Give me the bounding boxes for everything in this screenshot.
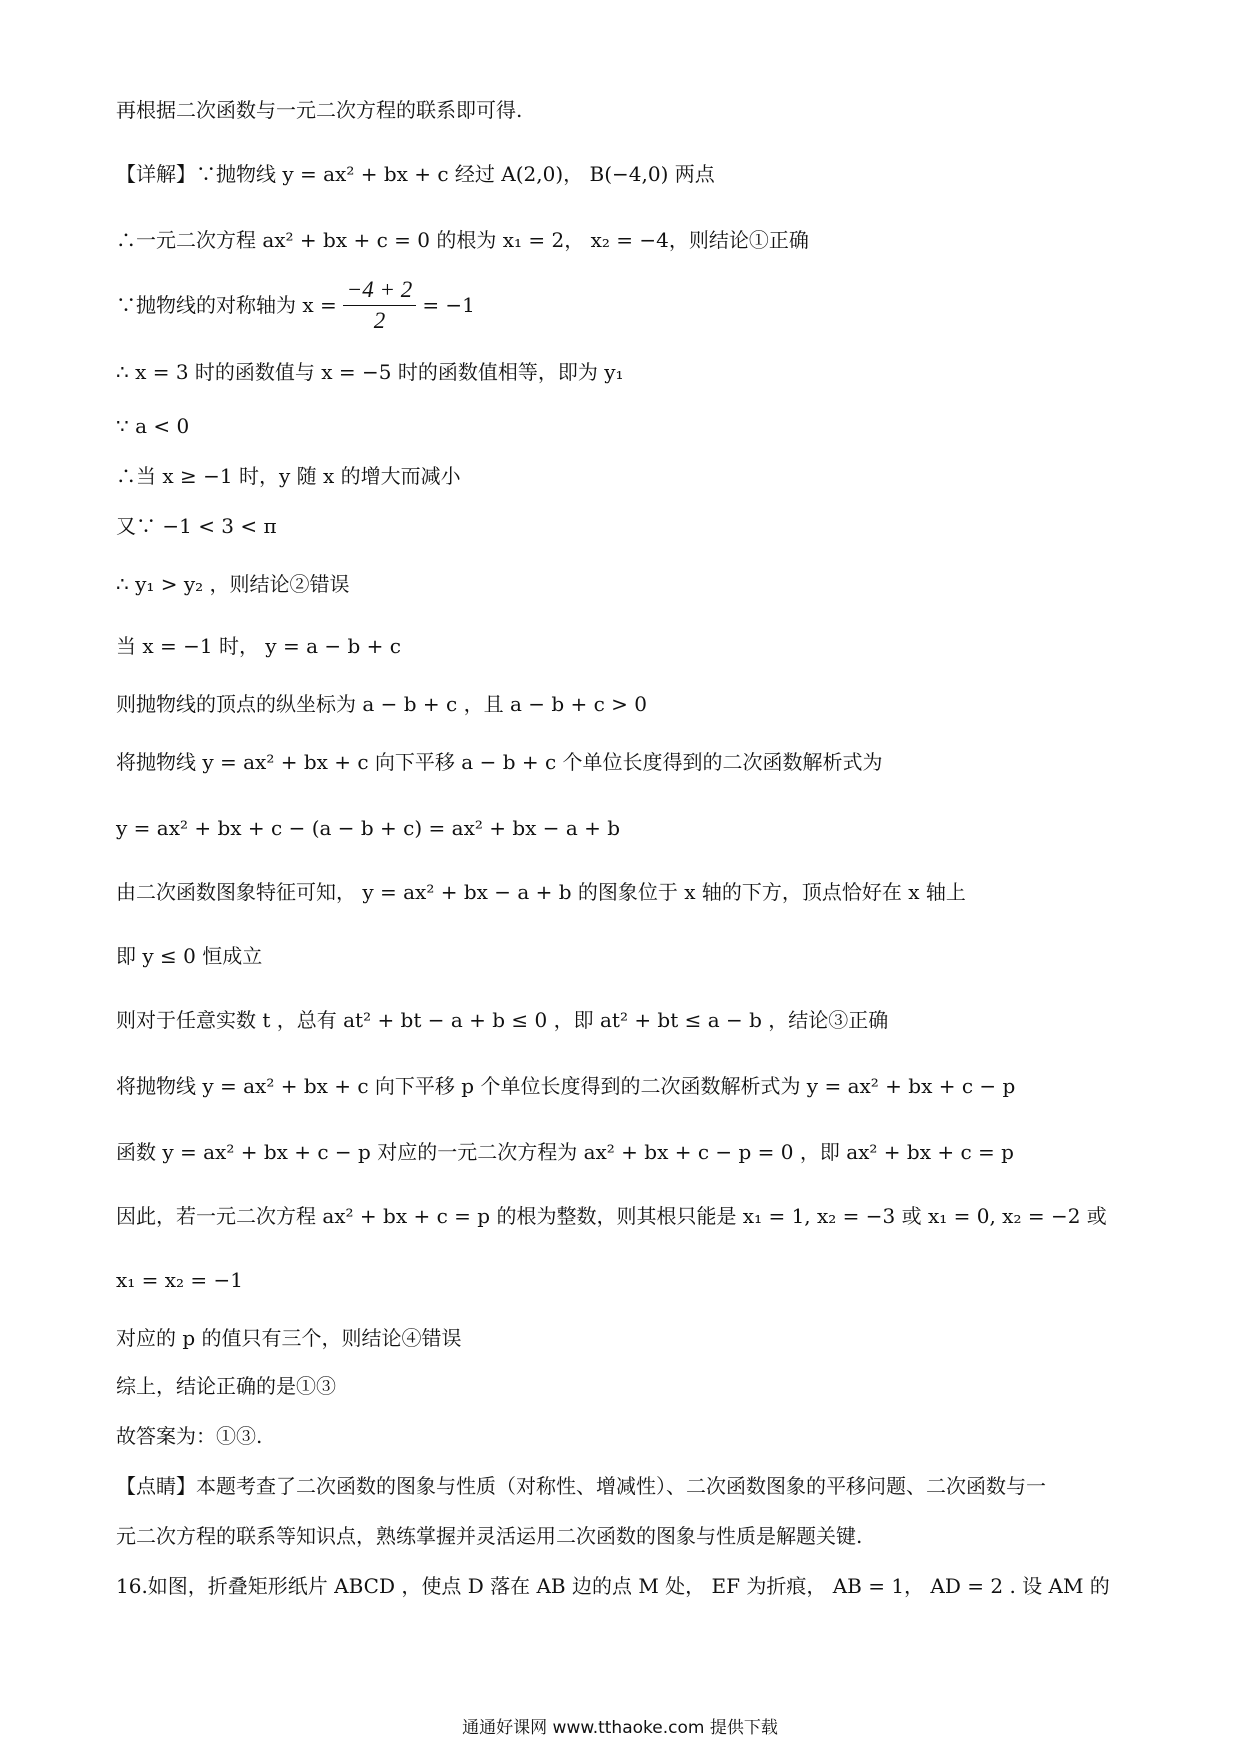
fraction-numerator: −4 + 2: [343, 277, 417, 306]
text-line-25: 16.如图，折叠矩形纸片 ABCD ，使点 D 落在 AB 边的点 M 处， EF 为折痕， AB = 1， AD = 2 . 设 AM 的: [116, 1574, 1110, 1598]
symmetry-fraction: [343, 277, 417, 334]
text-line-2: 【详解】∵抛物线 y = ax² + bx + c 经过 A(2,0)， B(−4,0) 两点: [116, 162, 715, 186]
text-line-24: 元二次方程的联系等知识点，熟练掌握并灵活运用二次函数的图象与性质是解题关键.: [116, 1524, 863, 1548]
text-line-12: y = ax² + bx + c − (a − b + c) = ax² + bx − a + b: [116, 816, 621, 840]
text-line-17: 函数 y = ax² + bx + c − p 对应的一元二次方程为 ax² + bx + c − p = 0 ，即 ax² + bx + c = p: [116, 1140, 1014, 1164]
text-line-3: ∴一元二次方程 ax² + bx + c = 0 的根为 x₁ = 2， x₂ = −4，则结论①正确: [116, 228, 809, 252]
fraction-denominator: 2: [373, 307, 386, 333]
symmetry-suffix: = −1: [422, 293, 475, 317]
text-line-16: 将抛物线 y = ax² + bx + c 向下平移 p 个单位长度得到的二次函数解析式为 y = ax² + bx + c − p: [116, 1074, 1016, 1098]
text-line-7: 又∵ −1 < 3 < π: [116, 514, 277, 538]
text-line-8: ∴ y₁ > y₂ ，则结论②错误: [116, 572, 350, 596]
page-footer: 通通好课网 www.tthaoke.com 提供下载: [462, 1718, 778, 1738]
text-line-20: 对应的 p 的值只有三个，则结论④错误: [116, 1326, 462, 1350]
text-line-1: 再根据二次函数与一元二次方程的联系即可得.: [116, 98, 523, 122]
text-line-15: 则对于任意实数 t ，总有 at² + bt − a + b ≤ 0 ，即 at² + bt ≤ a − b ，结论③正确: [116, 1008, 889, 1032]
text-line-4: ∴ x = 3 时的函数值与 x = −5 时的函数值相等，即为 y₁: [116, 360, 624, 384]
text-line-9: 当 x = −1 时， y = a − b + c: [116, 634, 401, 658]
text-line-22: 故答案为：①③.: [116, 1424, 263, 1448]
text-line-23: 【点睛】本题考查了二次函数的图象与性质（对称性、增减性）、二次函数图象的平移问题、二次函数与一: [116, 1474, 1046, 1498]
text-line-6: ∴当 x ≥ −1 时，y 随 x 的增大而减小: [116, 464, 461, 488]
text-line-13: 由二次函数图象特征可知， y = ax² + bx − a + b 的图象位于 x 轴的下方，顶点恰好在 x 轴上: [116, 880, 966, 904]
text-line-21: 综上，结论正确的是①③: [116, 1374, 336, 1398]
text-line-5: ∵ a < 0: [116, 414, 190, 438]
symmetry-axis-line: [116, 272, 1130, 338]
text-line-10: 则抛物线的顶点的纵坐标为 a − b + c ，且 a − b + c > 0: [116, 692, 648, 716]
text-line-11: 将抛物线 y = ax² + bx + c 向下平移 a − b + c 个单位长度得到的二次函数解析式为: [116, 750, 883, 774]
text-line-19: x₁ = x₂ = −1: [116, 1268, 244, 1292]
text-line-14: 即 y ≤ 0 恒成立: [116, 944, 263, 968]
symmetry-prefix: ∵抛物线的对称轴为 x =: [116, 293, 337, 317]
text-line-18: 因此，若一元二次方程 ax² + bx + c = p 的根为整数，则其根只能是 x₁ = 1, x₂ = −3 或 x₁ = 0, x₂ = −2 或: [116, 1204, 1107, 1228]
